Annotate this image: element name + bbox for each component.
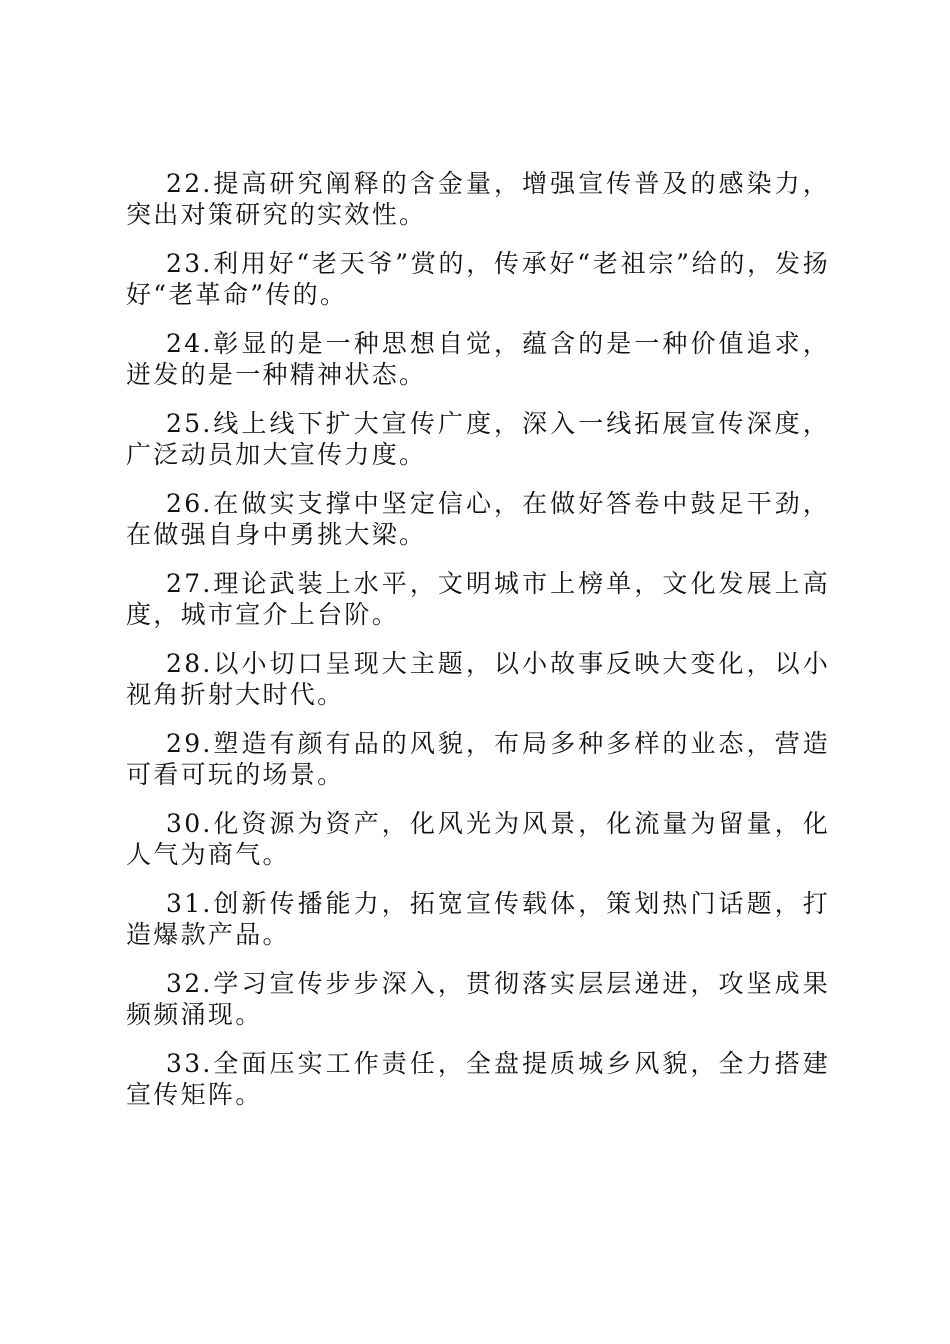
paragraph-28: 28.以小切口呈现大主题，以小故事反映大变化，以小视角折射大时代。 (126, 649, 830, 709)
paragraph-31: 31.创新传播能力，拓宽宣传载体，策划热门话题，打造爆款产品。 (126, 889, 830, 949)
document-body (126, 168, 830, 1128)
paragraph-32: 32.学习宣传步步深入，贯彻落实层层递进，攻坚成果频频涌现。 (126, 969, 830, 1029)
paragraph-30: 30.化资源为资产，化风光为风景，化流量为留量，化人气为商气。 (126, 809, 830, 869)
paragraph-27: 27.理论武装上水平，文明城市上榜单，文化发展上高度，城市宣介上台阶。 (126, 569, 830, 629)
paragraph-24: 24.彰显的是一种思想自觉，蕴含的是一种价值追求，迸发的是一种精神状态。 (126, 329, 830, 389)
paragraph-26: 26.在做实支撑中坚定信心，在做好答卷中鼓足干劲，在做强自身中勇挑大梁。 (126, 489, 830, 549)
paragraph-23: 23.利用好“老天爷”赏的，传承好“老祖宗”给的，发扬好“老革命”传的。 (126, 249, 830, 309)
paragraph-25: 25.线上线下扩大宣传广度，深入一线拓展宣传深度，广泛动员加大宣传力度。 (126, 409, 830, 469)
paragraph-29: 29.塑造有颜有品的风貌，布局多种多样的业态，营造可看可玩的场景。 (126, 729, 830, 789)
paragraph-22: 22.提高研究阐释的含金量，增强宣传普及的感染力，突出对策研究的实效性。 (126, 169, 830, 229)
paragraph-33: 33.全面压实工作责任，全盘提质城乡风貌，全力搭建宣传矩阵。 (126, 1049, 830, 1109)
